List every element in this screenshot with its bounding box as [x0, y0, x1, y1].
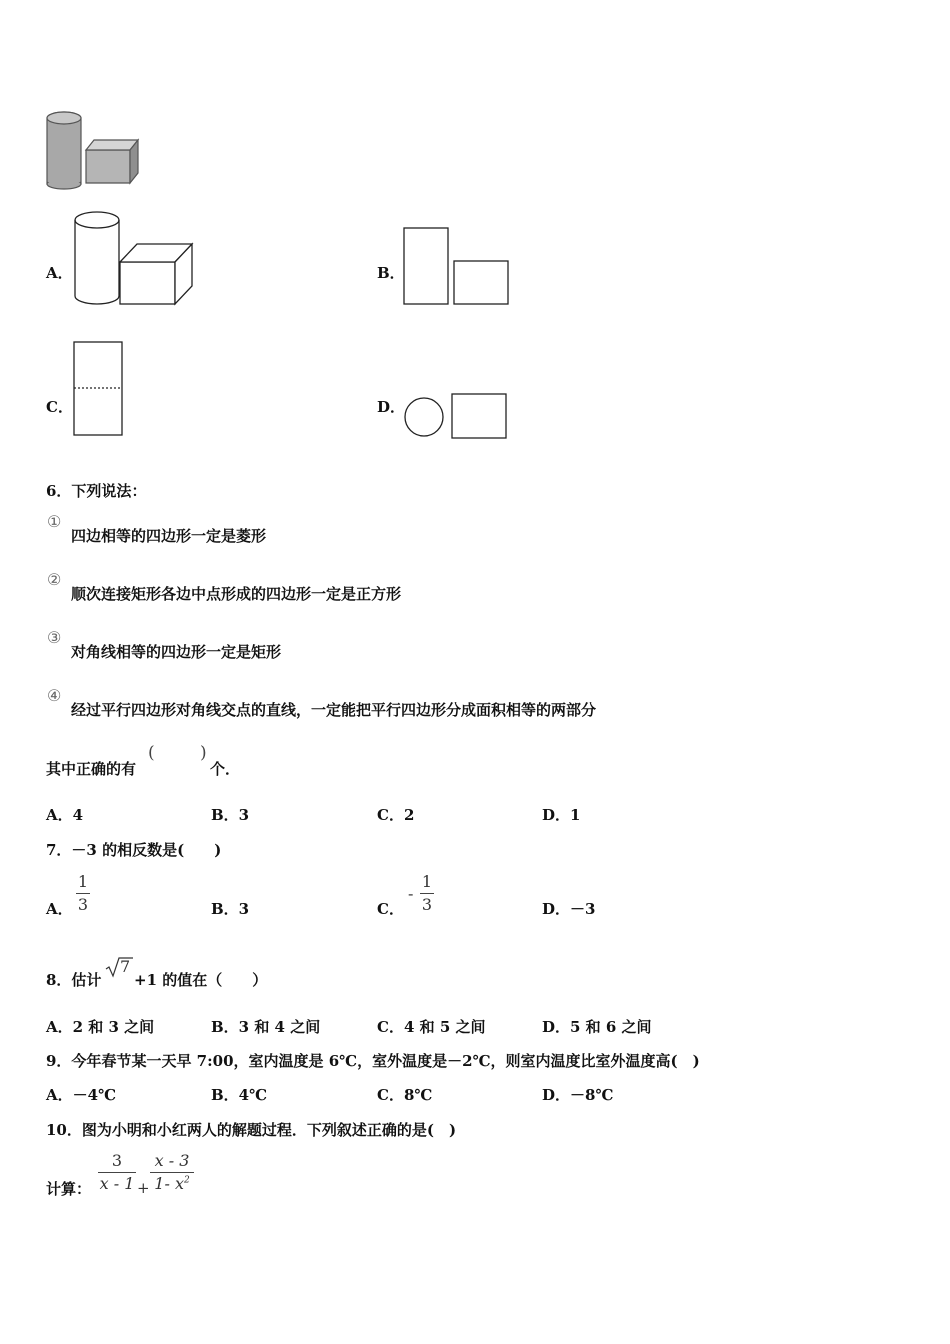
q7-a-denominator: 3 [77, 895, 89, 914]
fraction-bar [76, 893, 90, 894]
question-figure [44, 108, 144, 190]
q6-item-3-mark: ③ [47, 628, 62, 647]
q6-item-4-mark: ④ [47, 686, 62, 705]
q6-paren-open: ( [148, 743, 155, 763]
q10-stem: 10．图为小明和小红两人的解题过程．下列叙述正确的是( ) [46, 1121, 457, 1139]
q7-a-numerator: 1 [77, 872, 89, 891]
q6-option-d[interactable]: D．1 [542, 806, 581, 824]
q8-option-c[interactable]: C．4 和 5 之间 [377, 1018, 486, 1036]
q9-option-c[interactable]: C．8℃ [377, 1086, 433, 1104]
fraction-bar [420, 893, 434, 894]
option-b-label[interactable]: B． [377, 264, 405, 282]
q10-f2-numerator: x - 3 [154, 1151, 190, 1170]
q7-c-denominator: 3 [421, 895, 433, 914]
q6-item-2-mark: ② [47, 570, 62, 589]
q10-f2-denominator-base: 1- x [154, 1174, 184, 1193]
q6-item-2: 顺次连接矩形各边中点形成的四边形一定是正方形 [71, 585, 402, 603]
q10-plus: + [137, 1179, 150, 1197]
option-a-label[interactable]: A． [46, 264, 73, 282]
q7-option-d[interactable]: D．－3 [542, 900, 596, 918]
q6-item-1-mark: ① [47, 512, 62, 531]
q6-paren-close: ) [200, 743, 207, 763]
q6-option-c[interactable]: C．2 [377, 806, 415, 824]
q10-fraction-1 [98, 1153, 136, 1192]
q6-option-a[interactable]: A．4 [46, 806, 84, 824]
option-d-label[interactable]: D． [377, 398, 406, 416]
option-c-label[interactable]: C． [46, 398, 73, 416]
q6-tail-pre: 其中正确的有 [46, 760, 137, 778]
q6-stem: 6．下列说法： [46, 482, 147, 500]
fraction-bar [150, 1172, 194, 1173]
q7-c-numerator: 1 [421, 872, 433, 891]
q8-radicand: 7 [120, 957, 131, 976]
q10-calc-label: 计算： [46, 1180, 92, 1198]
q9-stem: 9．今年春节某一天早 7:00，室内温度是 6℃，室外温度是－2℃，则室内温度比室外温度高( ) [46, 1052, 700, 1070]
q9-option-d[interactable]: D．－8℃ [542, 1086, 614, 1104]
q7-option-a-fraction [76, 874, 90, 913]
q8-option-b[interactable]: B．3 和 4 之间 [211, 1018, 321, 1036]
q6-item-4: 经过平行四边形对角线交点的直线，一定能把平行四边形分成面积相等的两部分 [71, 701, 597, 719]
q8-option-a[interactable]: A．2 和 3 之间 [46, 1018, 155, 1036]
q10-f1-numerator: 3 [111, 1151, 123, 1170]
q8-stem-post: +1 的值在（ ） [134, 971, 268, 989]
q10-fraction-2 [150, 1153, 194, 1192]
q10-f2-exponent: 2 [183, 1175, 190, 1186]
q7-stem: 7．－3 的相反数是( ) [46, 841, 222, 859]
q6-item-3: 对角线相等的四边形一定是矩形 [71, 643, 282, 661]
option-a-figure [72, 206, 196, 310]
option-d-figure [402, 390, 510, 442]
q7-c-sign: - [408, 884, 414, 903]
q7-option-b[interactable]: B．3 [211, 900, 250, 918]
q7-option-c-fraction [420, 874, 434, 913]
q8-option-d[interactable]: D．5 和 6 之间 [542, 1018, 652, 1036]
q7-option-c-label[interactable]: C． [377, 900, 404, 918]
option-c-figure [72, 340, 126, 438]
q10-f1-denominator: x - 1 [99, 1174, 135, 1193]
q8-stem-pre: 8．估计 [46, 971, 102, 989]
q9-option-b[interactable]: B．4℃ [211, 1086, 268, 1104]
q6-tail-post: 个． [210, 760, 241, 778]
q9-option-a[interactable]: A．－4℃ [46, 1086, 117, 1104]
q7-option-a-label[interactable]: A． [46, 900, 73, 918]
q6-option-b[interactable]: B．3 [211, 806, 250, 824]
fraction-bar [98, 1172, 136, 1173]
option-b-figure [402, 226, 512, 308]
q10-f2-denominator [154, 1176, 189, 1192]
q6-item-1: 四边相等的四边形一定是菱形 [71, 527, 267, 545]
